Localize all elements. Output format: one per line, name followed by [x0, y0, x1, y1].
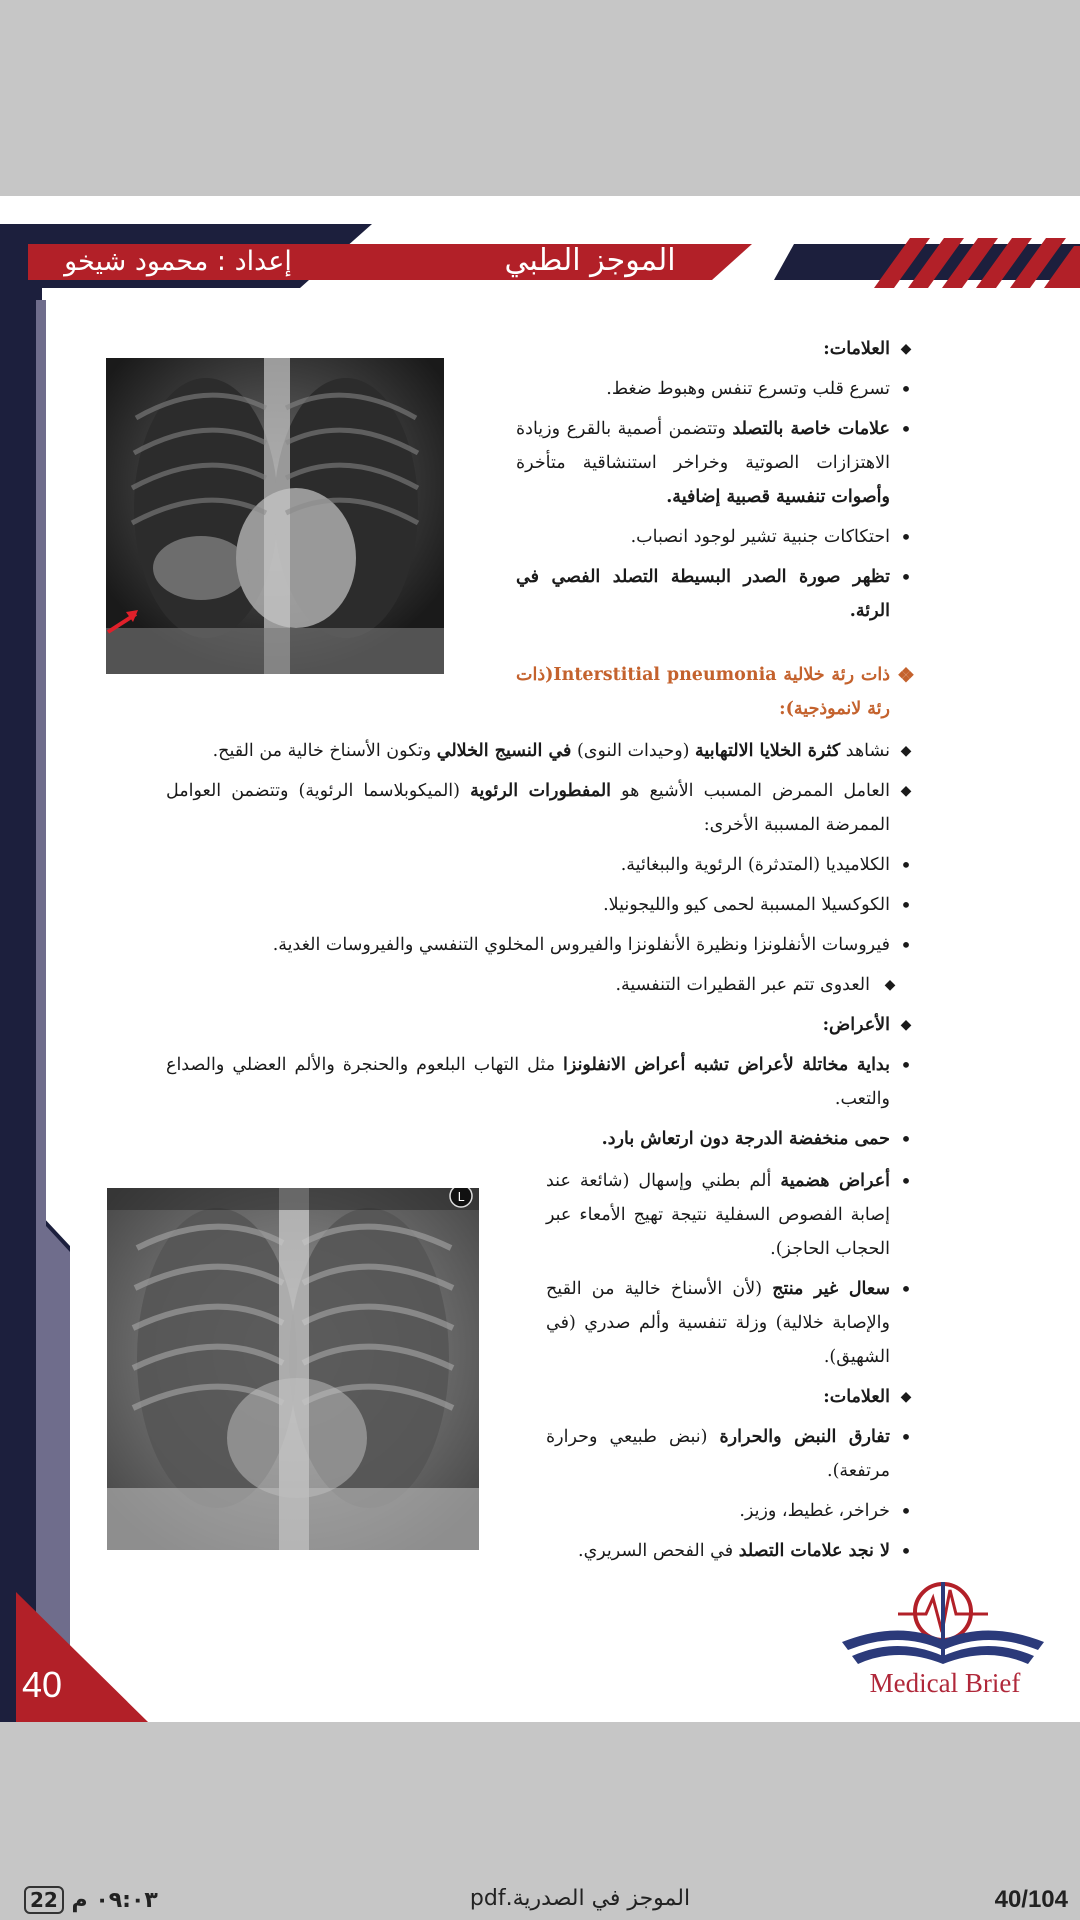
- document-page: [0, 196, 1080, 1722]
- flower-bullet-icon: ❖: [897, 663, 915, 687]
- interstitial-pneumonia-title: ❖ ذات رئة خلالية Interstitial pneumonia(ذات رئة لانموذجية):: [516, 658, 916, 732]
- dot-bullet-icon: •: [900, 377, 912, 401]
- list-item: • تسرع قلب وتسرع تنفس وهبوط ضغط.: [516, 372, 916, 406]
- list-item: • تفارق النبض والحرارة (نبض طبيعي وحرارة مرتفعة).: [546, 1420, 916, 1488]
- list-item: • تظهر صورة الصدر البسيطة التصلد الفصي في الرئة.: [516, 560, 916, 628]
- reader-bottom-bar: [0, 1880, 1080, 1920]
- chest-xray-image-2: [107, 1188, 479, 1550]
- page-number: 40: [22, 1664, 63, 1705]
- signs-section-1: [516, 332, 916, 634]
- dot-bullet-icon: •: [900, 1539, 912, 1563]
- diamond-bullet-icon: ◆: [900, 743, 912, 759]
- list-item: • بداية مخاتلة لأعراض تشبه أعراض الانفلونزا مثل التهاب البلعوم والحنجرة والألم العضلي والصداع والتعب.: [166, 1048, 916, 1116]
- xray-side-label: L: [457, 1190, 465, 1204]
- dot-bullet-icon: •: [900, 1169, 912, 1193]
- clock: ٠٩:٠٣ م 22: [20, 1886, 158, 1914]
- list-item: • سعال غير منتج (لأن الأسناخ خالية من القيح والإصابة خلالية) وزلة تنفسية وألم صدري (في الشهيق).: [546, 1272, 916, 1374]
- symptoms-and-signs: [546, 1164, 916, 1574]
- dot-bullet-icon: •: [900, 1499, 912, 1523]
- list-item: • أعراض هضمية ألم بطني وإسهال (شائعة عند إصابة الفصوص السفلية نتيجة تهيج الأمعاء عبر الحجاب الحاجز).: [546, 1164, 916, 1266]
- diamond-bullet-icon: ◆: [900, 341, 912, 357]
- dot-bullet-icon: •: [900, 853, 912, 877]
- dot-bullet-icon: •: [900, 933, 912, 957]
- interstitial-pneumonia-body: [166, 734, 916, 1162]
- author-credit: إعداد : محمود شيخو: [64, 246, 292, 277]
- document-title: الموجز الطبي: [504, 243, 676, 278]
- logo-text: Medical Brief: [869, 1668, 1021, 1698]
- list-item: • لا نجد علامات التصلد في الفحص السريري.: [546, 1534, 916, 1568]
- list-item: • فيروسات الأنفلونزا ونظيرة الأنفلونزا والفيروس المخلوي التنفسي والفيروسات الغدية.: [166, 928, 916, 962]
- list-item: ◆ نشاهد كثرة الخلايا الالتهابية (وحيدات النوى) في النسيج الخلالي وتكون الأسناخ خالية من القيح.: [166, 734, 916, 768]
- diamond-bullet-icon: ◆: [900, 783, 912, 799]
- dot-bullet-icon: •: [900, 525, 912, 549]
- dot-bullet-icon: •: [900, 1127, 912, 1151]
- signs-heading-2: ◆ العلامات:: [546, 1380, 916, 1414]
- medical-brief-logo: [838, 1576, 1048, 1676]
- dot-bullet-icon: •: [900, 1277, 912, 1301]
- symptoms-heading: ◆ الأعراض:: [166, 1008, 916, 1042]
- page-indicator[interactable]: 40/104: [994, 1886, 1068, 1913]
- dot-bullet-icon: •: [900, 565, 912, 589]
- dot-bullet-icon: •: [900, 417, 912, 441]
- list-item: ◆ العامل الممرض المسبب الأشيع هو المفطورات الرئوية (الميكوبلاسما الرئوية) وتتضمن العوامل الممرضة المسببة الأخرى:: [166, 774, 916, 842]
- file-name: الموجز في الصدرية.pdf: [469, 1886, 691, 1911]
- list-item: • الكوكسيلا المسببة لحمى كيو والليجونيلا.: [166, 888, 916, 922]
- dot-bullet-icon: •: [900, 893, 912, 917]
- list-item: • خراخر، غطيط، وزيز.: [546, 1494, 916, 1528]
- dot-bullet-icon: •: [900, 1053, 912, 1077]
- list-item: • الكلاميديا (المتدثرة) الرئوية والببغائية.: [166, 848, 916, 882]
- list-item: ◆ العدوى تتم عبر القطيرات التنفسية.: [166, 968, 916, 1002]
- list-item: • احتكاكات جنبية تشير لوجود انصباب.: [516, 520, 916, 554]
- list-item: • علامات خاصة بالتصلد وتتضمن أصمية بالقرع وزيادة الاهتزازات الصوتية وخراخر استنشاقية متأخرة وأصوات تنفسية قصبية إضافية.: [516, 412, 916, 514]
- signs-heading: ◆ العلامات:: [516, 332, 916, 366]
- diamond-bullet-icon: ◆: [900, 1389, 912, 1405]
- diamond-bullet-icon: ◆: [884, 977, 896, 993]
- diamond-bullet-icon: ◆: [900, 1017, 912, 1033]
- chest-xray-image-1: [106, 358, 444, 674]
- list-item: • حمى منخفضة الدرجة دون ارتعاش بارد.: [166, 1122, 916, 1156]
- calendar-badge: 22: [24, 1886, 64, 1914]
- dot-bullet-icon: •: [900, 1425, 912, 1449]
